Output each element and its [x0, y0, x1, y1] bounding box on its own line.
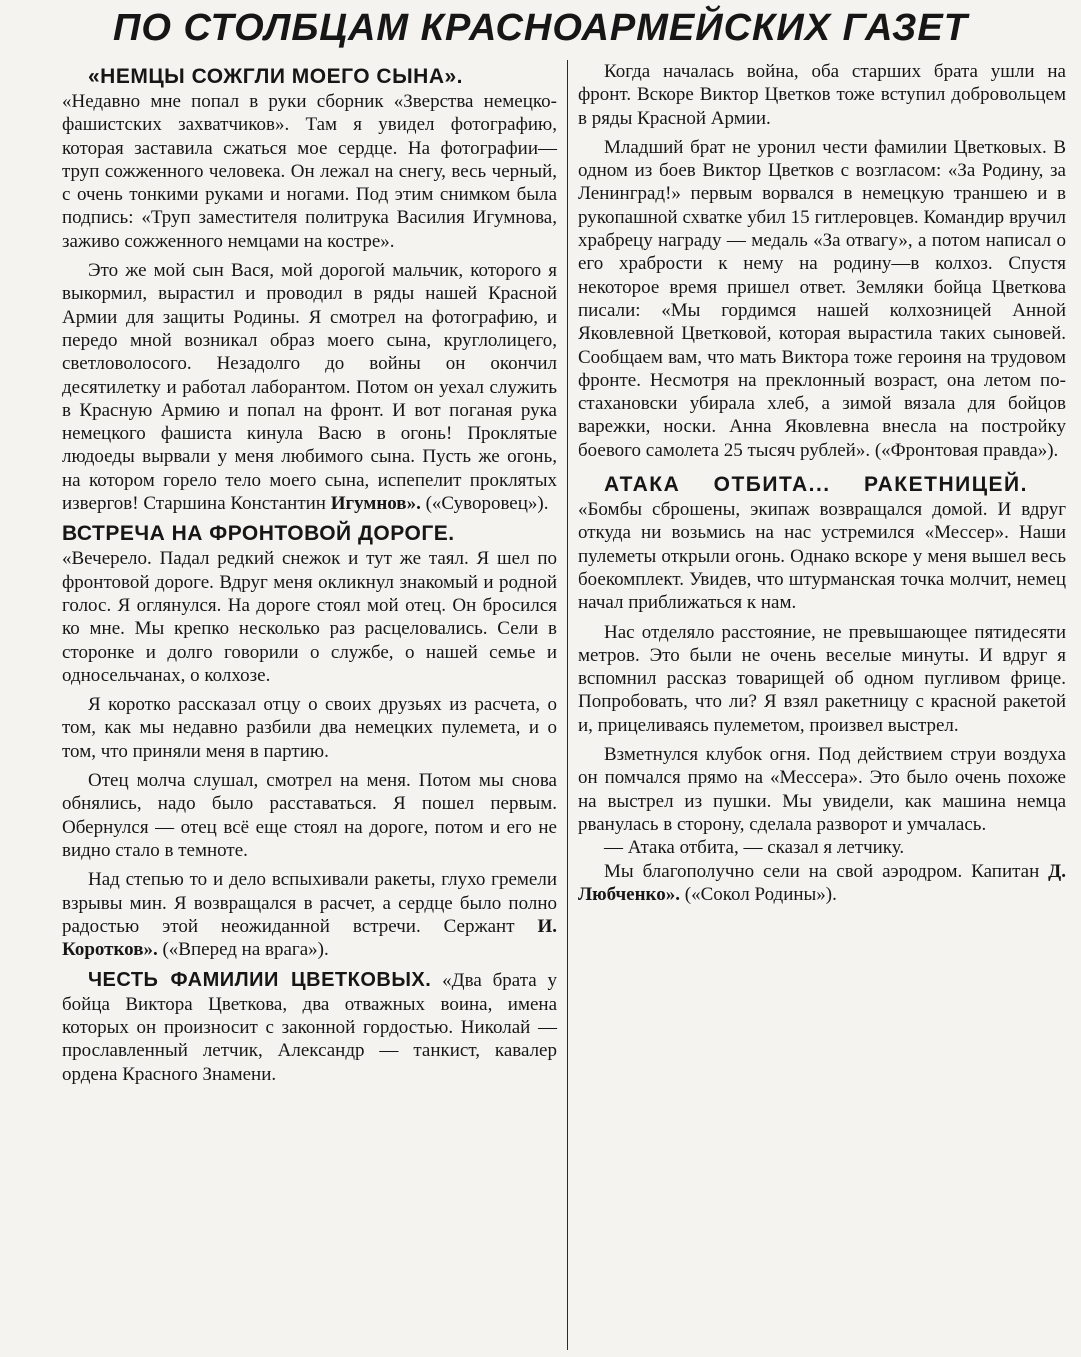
author-signature: Д. Любченко». [578, 860, 1066, 905]
article-headline-meeting: ВСТРЕЧА НА ФРОНТОВОЙ ДОРОГЕ. [62, 522, 455, 546]
paragraph-text: Мы благополучно сели на свой аэродром. Капитан [604, 860, 1049, 882]
article-paragraph: «Вечерело. Падал редкий снежок и тут же таял. Я шел по фронтовой дороге. Вдруг меня окликнул знакомый и родной голос. Я оглянулся. На дороге стоял мой отец. Он бросился ко мне. Мы крепко несколько раз расцеловались. Сели в сторонке и долго говорили о службе, о нашей семье и односельчанах, о колхозе. [62, 548, 557, 686]
article-paragraph [62, 969, 557, 1085]
article-paragraph: Я коротко рассказал отцу о своих друзьях из расчета, о том, как мы недавно разбили два немецких пулемета, и о том, что приняли меня в партию. [62, 694, 557, 762]
source-reference: («Вперед на врага»). [157, 939, 329, 961]
article-paragraph: Нас отделяло расстояние, не превышающее пятидесяти метров. Это были не очень веселые минуты. И вдруг я вспомнил рассказ товарищей об одном пугливом фрице. Попробовать, что ли? Я взял ракетницу с красной ракетой и, прицеливаясь пулеметом, произвел выстрел. [578, 621, 1066, 736]
article-paragraph [62, 259, 557, 515]
article-paragraph: Взметнулся клубок огня. Под действием струи воздуха он помчался прямо на «Мессера». Это было очень похоже на выстрел из пушки. Мы увидели, как машина немца рванулась в сторону, сделала разворот и умчалась. [578, 744, 1066, 835]
paragraph-text: Над степью то и дело вспыхивали ракеты, глухо гремели взрывы мин. Я возвращался в расчет, а сердце было полно радостью этой неожиданной встречи. Сержант [62, 869, 557, 937]
article-paragraph [578, 860, 1066, 907]
column-right [578, 60, 1066, 906]
article-headline-tsvetkov: ЧЕСТЬ ФАМИЛИИ ЦВЕТКОВЫХ. [88, 969, 432, 992]
article-paragraph: «Бомбы сброшены, экипаж возвращался домой. И вдруг откуда ни возьмись на нас устремился «Мессер». Наши пулеметы открыли огонь. Однако вскоре у меня вышел весь боекомплект. Увидев, что штурманская точка молчит, немец начал приближаться к нам. [578, 499, 1066, 614]
author-signature: И. Коротков». [62, 915, 557, 961]
article-paragraph: Отец молча слушал, смотрел на меня. Потом мы снова обнялись, надо было расставаться. Я пошел первым. Обернулся — отец всё еще стоял на дороге, потом и его не видно стало в темноте. [62, 770, 557, 861]
article-headline-sons: «НЕМЦЫ СОЖГЛИ МОЕГО СЫНА». [88, 65, 464, 88]
article-paragraph: «Недавно мне попал в руки сборник «Зверства немецко-фашистских захватчиков». Там я увидел фотографию, которая заставила сжаться мое сердце. На фотографии—труп сожженного человека. Он лежал на снегу, весь черный, с очень тонкими руками и ногами. Под этим снимком была подпись: «Труп заместителя политрука Василия Игумнова, заживо сожженного немцами на костре». [62, 91, 557, 252]
masthead-title: ПО СТОЛБЦАМ КРАСНОАРМЕЙСКИХ ГАЗЕТ [113, 7, 968, 49]
column-left [62, 60, 557, 1086]
article-paragraph: Младший брат не уронил чести фамилии Цветковых. В одном из боев Виктор Цветков с возгласом: «За Родину, за Ленинград!» первым ворвался в немецкую траншею и в рукопашной схватке убил 15 гитлеровцев. Командир вручил храбрецу награду — медаль «За отвагу», а потом написал о его храбрости к нему на родину—в колхоз. Спустя некоторое время пришел ответ. Земляки бойца Цветкова писали: «Мы гордимся нашей колхозницей Анной Яковлевной Цветковой, которая вырастила таких сыновей. Сообщаем вам, что мать Виктора тоже героиня на трудовом фронте. Несмотря на преклонный возраст, она летом по-стахановски убирала хлеб, а зимой вязала для бойцов варежки, носки. Анна Яковлевна внесла на постройку боевого самолета 25 тысяч рублей». («Фронтовая правда»). [578, 136, 1066, 461]
author-signature: Игумнов». [330, 493, 421, 515]
source-reference: («Сокол Родины»). [680, 883, 837, 905]
article-paragraph [62, 868, 557, 961]
source-reference: («Суворовец»). [420, 493, 549, 515]
column-divider [567, 60, 568, 1350]
article-headline-attack: АТАКА ОТБИТА... РАКЕТНИЦЕЙ. [604, 473, 1028, 497]
article-paragraph: — Атака отбита, — сказал я летчику. [604, 837, 905, 859]
paragraph-text: «Два брата у бойца Виктора Цветкова, два отважных воина, имена которых он произносит с законной гордостью. Николай — прославленный летчик, Александр — танкист, кавалер ордена Красного Знамени. [62, 970, 557, 1085]
article-paragraph: Когда началась война, оба старших брата ушли на фронт. Вскоре Виктор Цветков тоже вступил добровольцем в ряды Красной Армии. [578, 61, 1066, 129]
paragraph-text: Это же мой сын Вася, мой дорогой мальчик, которого я выкормил, вырастил и проводил в ряды нашей Красной Армии для защиты Родины. Я смотрел на фотографию, и передо мной возникал образ моего сына, круглолицего, светловолосого. Незадолго до войны он окончил десятилетку и работал лаборантом. Потом он уехал служить в Красную Армию и попал на фронт. И вот поганая рука немецкого фашиста кинула Васю в огонь! Проклятые людоеды вырвали у меня любимого сына. Пусть же огонь, на котором горело тело моего сына, испепелит проклятых извергов! Старшина Константин [62, 260, 557, 515]
